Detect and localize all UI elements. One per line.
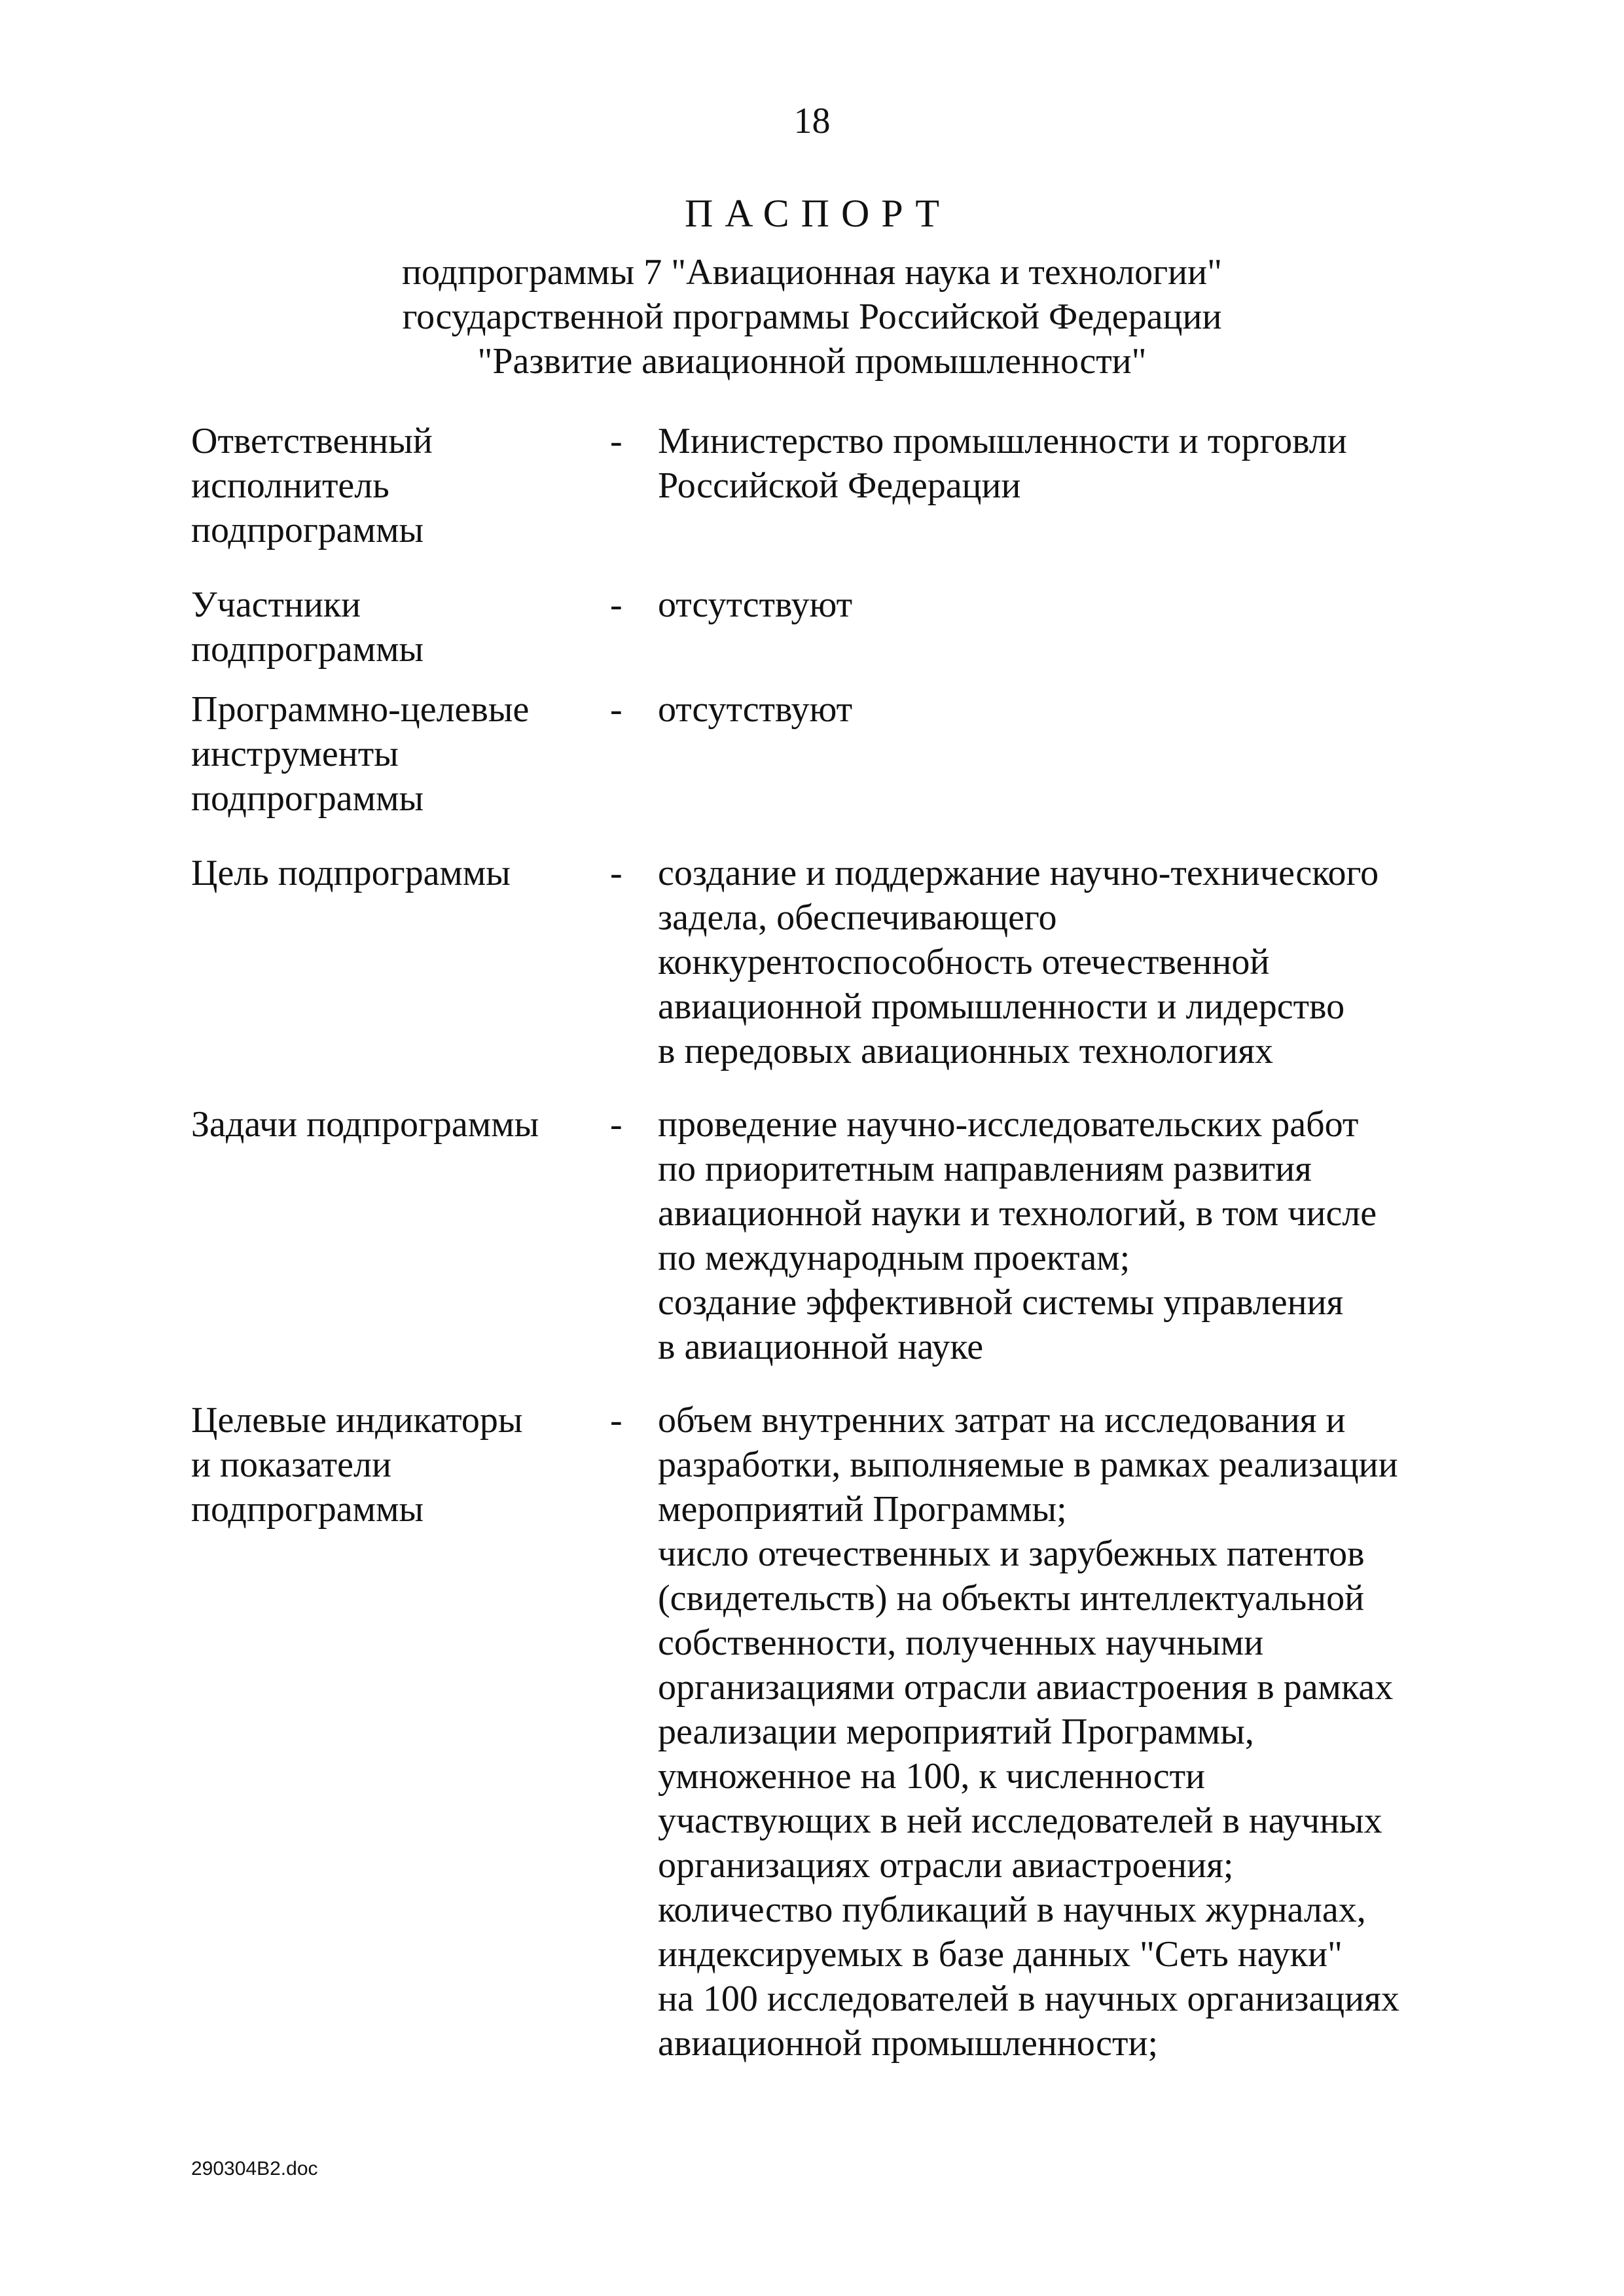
passport-row-program-tools [191,687,1461,851]
value-line: собственности, полученных научными [658,1623,1264,1663]
row-dash: - [610,1104,623,1145]
value-line: в авиационной науке [658,1327,984,1367]
label-line: подпрограммы [191,1489,424,1530]
row-value [658,583,1461,627]
value-line: в передовых авиационных технологиях [658,1031,1274,1071]
value-line: организациях отрасли авиастроения; [658,1845,1234,1886]
value-line: на 100 исследователей в научных организациях [658,1979,1399,2019]
passport-row-indicators [191,1398,1461,2066]
value-line: разработки, выполняемые в рамках реализации [658,1444,1398,1485]
label-line: Цель подпрограммы [191,853,511,893]
row-label [191,851,604,895]
value-line: создание и поддержание научно-технического [658,853,1379,893]
value-line: отсутствуют [658,584,853,625]
value-line: реализации мероприятий Программы, [658,1712,1254,1752]
value-line: организациями отрасли авиастроения в рамках [658,1667,1394,1708]
row-dash: - [610,689,623,730]
subtitle-line: государственной программы Российской Федерации [402,296,1222,337]
value-line: индексируемых в базе данных "Сеть науки" [658,1934,1343,1975]
value-line: по приоритетным направлениям развития [658,1149,1312,1189]
passport-table [191,419,1461,2066]
label-line: Задачи подпрограммы [191,1104,539,1145]
value-line: создание эффективной системы управления [658,1282,1344,1323]
row-dash: - [610,853,623,893]
row-dash: - [610,421,623,461]
row-value [658,851,1461,1073]
label-line: Программно-целевые [191,689,530,730]
value-line: число отечественных и зарубежных патентов [658,1534,1365,1574]
footer-file-code: 290304B2.doc [191,2158,318,2179]
value-line: Российской Федерации [658,465,1021,506]
row-dash: - [610,1400,623,1441]
page-number: 18 [793,101,831,141]
label-line: инструменты [191,734,399,774]
row-value [658,419,1461,508]
value-line: авиационной промышленности; [658,2023,1159,2064]
value-line: участвующих в ней исследователей в научных [658,1801,1382,1841]
label-line: Ответственный [191,421,433,461]
value-line: мероприятий Программы; [658,1489,1067,1530]
row-label [191,419,604,552]
value-line: по международным проектам; [658,1238,1130,1278]
value-line: Министерство промышленности и торговли [658,421,1347,461]
passport-row-participants [191,583,1461,687]
label-line: Целевые индикаторы [191,1400,523,1441]
document-title: ПАСПОРТ [684,192,952,235]
label-line: и показатели [191,1444,391,1485]
row-label [191,687,604,821]
label-line: исполнитель [191,465,389,506]
row-dash: - [610,584,623,625]
row-label [191,583,604,672]
value-line: конкурентоспособность отечественной [658,942,1270,982]
subtitle-line: подпрограммы 7 "Авиационная наука и технологии" [402,252,1222,293]
value-line: умноженное на 100, к численности [658,1756,1206,1797]
value-line: количество публикаций в научных журналах, [658,1890,1366,1930]
label-line: подпрограммы [191,510,424,550]
passport-row-responsible [191,419,1461,583]
row-label [191,1398,604,1532]
value-line: отсутствуют [658,689,853,730]
row-value [658,687,1461,732]
label-line: Участники [191,584,361,625]
value-line: авиационной науки и технологий, в том числе [658,1193,1377,1234]
subtitle-line: "Развитие авиационной промышленности" [477,341,1147,382]
value-line: (свидетельств) на объекты интеллектуальной [658,1578,1365,1619]
passport-row-tasks [191,1102,1461,1398]
passport-row-goal [191,851,1461,1102]
value-line: проведение научно-исследовательских работ [658,1104,1359,1145]
row-value [658,1102,1461,1369]
value-line: объем внутренних затрат на исследования и [658,1400,1346,1441]
document-subtitle [0,250,1624,384]
label-line: подпрограммы [191,629,424,670]
row-label [191,1102,604,1147]
label-line: подпрограммы [191,778,424,819]
value-line: задела, обеспечивающего [658,897,1057,938]
row-value [658,1398,1461,2066]
value-line: авиационной промышленности и лидерство [658,986,1345,1027]
